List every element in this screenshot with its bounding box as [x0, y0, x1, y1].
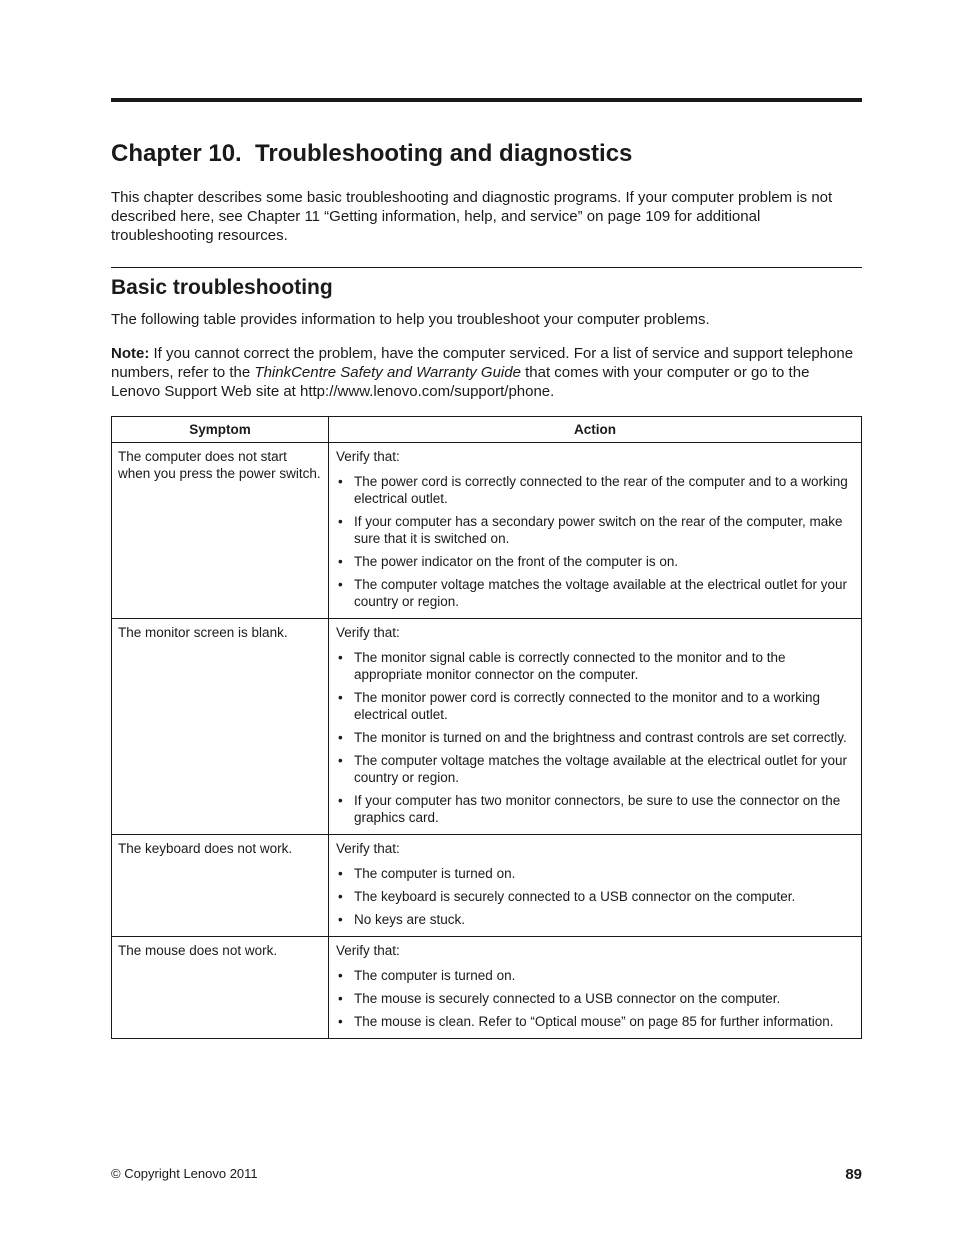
list-item: • The power cord is correctly connected to the rear of the computer and to a working electrical outlet. — [336, 473, 855, 507]
symptom-cell: The keyboard does not work. — [112, 835, 329, 937]
action-cell — [329, 619, 862, 835]
page-number: 89 — [845, 1166, 862, 1183]
action-header: Action — [329, 417, 862, 443]
list-item: • The computer voltage matches the voltage available at the electrical outlet for your country or region. — [336, 752, 855, 786]
list-item: • The monitor signal cable is correctly connected to the monitor and to the appropriate monitor connector on the computer. — [336, 649, 855, 683]
list-item: • The mouse is clean. Refer to “Optical mouse” on page 85 for further information. — [336, 1013, 855, 1030]
list-item: • The monitor is turned on and the brightness and contrast controls are set correctly. — [336, 729, 855, 746]
section-rule — [111, 267, 862, 268]
copyright: © Copyright Lenovo 2011 — [111, 1166, 258, 1181]
verify-label: Verify that: — [336, 943, 400, 958]
lead-paragraph: The following table provides information to help you troubleshoot your computer problems. — [111, 311, 710, 328]
troubleshooting-table — [111, 416, 862, 1039]
list-item: • The computer is turned on. — [336, 967, 855, 984]
action-cell — [329, 835, 862, 937]
action-list — [336, 967, 855, 1030]
verify-label: Verify that: — [336, 449, 400, 464]
note-text-after: that comes with your computer or go to the Lenovo Support Web site at http://www.lenovo.com/support/phone. — [111, 364, 810, 400]
action-list — [336, 865, 855, 928]
symptom-cell: The computer does not start when you press the power switch. — [112, 443, 329, 619]
list-item: • The keyboard is securely connected to a USB connector on the computer. — [336, 888, 855, 905]
table-row — [112, 937, 862, 1039]
action-list — [336, 649, 855, 826]
list-item: • The computer voltage matches the voltage available at the electrical outlet for your country or region. — [336, 576, 855, 610]
list-item: • No keys are stuck. — [336, 911, 855, 928]
note-label: Note: — [111, 345, 150, 362]
list-item: • The power indicator on the front of the computer is on. — [336, 553, 855, 570]
list-item: • If your computer has a secondary power switch on the rear of the computer, make sure that it is switched on. — [336, 513, 855, 547]
list-item: • The monitor power cord is correctly connected to the monitor and to a working electrical outlet. — [336, 689, 855, 723]
note-paragraph — [111, 344, 862, 401]
symptom-header: Symptom — [112, 417, 329, 443]
list-item: • If your computer has two monitor connectors, be sure to use the connector on the graphics card. — [336, 792, 855, 826]
table-body — [112, 443, 862, 1039]
action-list — [336, 473, 855, 610]
verify-label: Verify that: — [336, 625, 400, 640]
table-row — [112, 835, 862, 937]
action-cell — [329, 443, 862, 619]
table-row — [112, 619, 862, 835]
table-header-row — [112, 417, 862, 443]
list-item: • The mouse is securely connected to a USB connector on the computer. — [336, 990, 855, 1007]
symptom-cell: The mouse does not work. — [112, 937, 329, 1039]
page-footer — [111, 1166, 862, 1186]
note-guide-title: ThinkCentre Safety and Warranty Guide — [254, 364, 521, 381]
list-item: • The computer is turned on. — [336, 865, 855, 882]
top-rule — [111, 98, 862, 102]
section-title: Basic troubleshooting — [111, 276, 333, 299]
verify-label: Verify that: — [336, 841, 400, 856]
page-body — [111, 98, 862, 1039]
action-cell — [329, 937, 862, 1039]
table-row — [112, 443, 862, 619]
chapter-title: Chapter 10. Troubleshooting and diagnostics — [111, 140, 633, 167]
intro-paragraph: This chapter describes some basic troubleshooting and diagnostic programs. If your computer problem is not described here, see Chapter 11 “Getting information, help, and service” on page 109 for additional troubleshooting resources. — [111, 189, 833, 244]
symptom-cell: The monitor screen is blank. — [112, 619, 329, 835]
note-text-before: If you cannot correct the problem, have the computer serviced. For a list of service and support telephone numbers, refer to the — [111, 345, 854, 381]
